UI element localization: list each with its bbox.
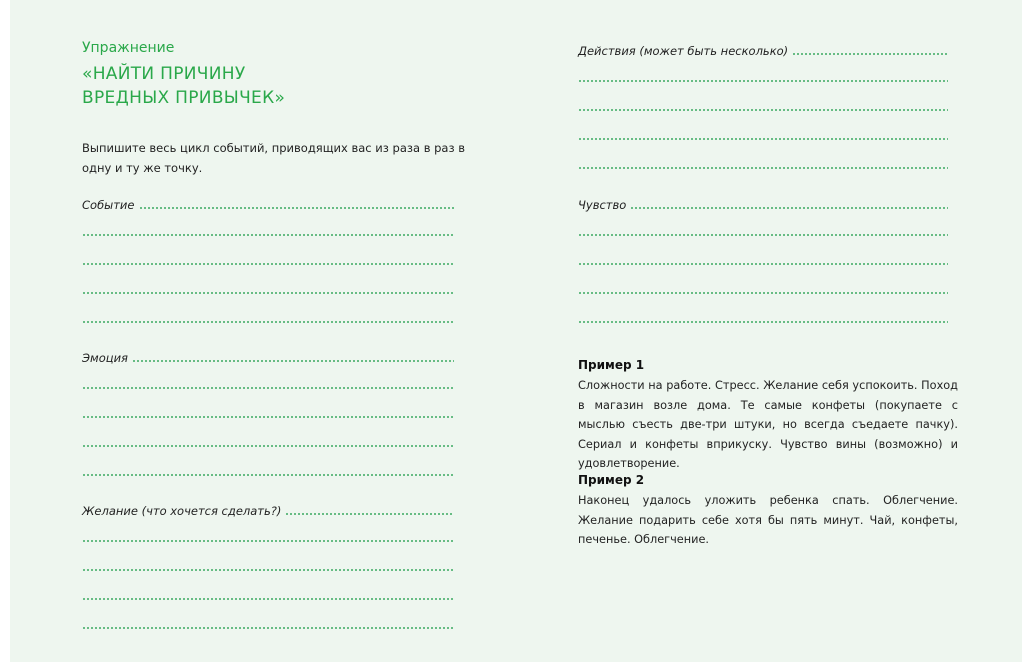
example-2-text: Наконец удалось уложить ребенка спать. Облегчение. Желание подарить себе хотя бы пять минут. Чай, конфеты, печенье. Облегчение. <box>578 494 958 546</box>
write-line[interactable] <box>82 387 454 389</box>
write-line[interactable] <box>82 627 454 629</box>
write-line[interactable] <box>578 138 948 140</box>
example-1-text: Сложности на работе. Стресс. Желание себя успокоить. Поход в магазин возле дома. Те самые конфеты (покупаете с мыслью съесть две-три штуки, но всегда съедаете пачку). Сериал и конфеты вприкуску. Чувство вины (возможно) и удовлетворение. <box>578 379 958 470</box>
write-line[interactable] <box>82 569 454 571</box>
field-emotion[interactable] <box>82 349 454 365</box>
book-spread <box>10 0 1022 662</box>
write-line[interactable] <box>578 321 948 323</box>
write-line[interactable] <box>578 234 948 236</box>
write-line[interactable] <box>578 80 948 82</box>
left-page <box>82 0 466 662</box>
write-line[interactable] <box>82 263 454 265</box>
write-line[interactable] <box>578 167 948 169</box>
example-2-heading: Пример 2 <box>578 473 645 487</box>
field-actions-label: Действия (может быть несколько) <box>578 44 789 58</box>
field-feeling[interactable] <box>578 196 948 212</box>
write-line[interactable] <box>82 445 454 447</box>
write-line[interactable] <box>82 234 454 236</box>
exercise-title-line-2: ВРЕДНЫХ ПРИВЫЧЕК» <box>82 88 286 108</box>
field-feeling-label: Чувство <box>578 198 627 212</box>
write-line[interactable] <box>82 474 454 476</box>
exercise-label: Упражнение <box>82 40 175 56</box>
field-event-line[interactable] <box>139 207 455 209</box>
field-feeling-line[interactable] <box>630 207 948 209</box>
intro-text: Выпишите весь цикл событий, приводящих вас из раза в раз в одну и ту же точку. <box>82 141 466 175</box>
field-actions-line[interactable] <box>792 53 948 55</box>
field-actions[interactable] <box>578 42 948 58</box>
field-emotion-label: Эмоция <box>82 351 128 365</box>
right-page <box>578 0 958 662</box>
write-line[interactable] <box>82 416 454 418</box>
field-event[interactable] <box>82 196 454 212</box>
write-line[interactable] <box>82 540 454 542</box>
write-line[interactable] <box>82 598 454 600</box>
exercise-title <box>82 62 285 110</box>
write-line[interactable] <box>578 292 948 294</box>
field-event-label: Событие <box>82 198 135 212</box>
write-line[interactable] <box>82 292 454 294</box>
write-line[interactable] <box>578 109 948 111</box>
example-1-heading: Пример 1 <box>578 358 645 372</box>
field-desire-label: Желание (что хочется сделать?) <box>82 504 282 518</box>
write-line[interactable] <box>578 263 948 265</box>
write-line[interactable] <box>82 321 454 323</box>
field-desire[interactable] <box>82 502 454 518</box>
exercise-title-line-1: «НАЙТИ ПРИЧИНУ <box>82 64 246 84</box>
field-desire-line[interactable] <box>285 513 454 515</box>
field-emotion-line[interactable] <box>132 360 454 362</box>
